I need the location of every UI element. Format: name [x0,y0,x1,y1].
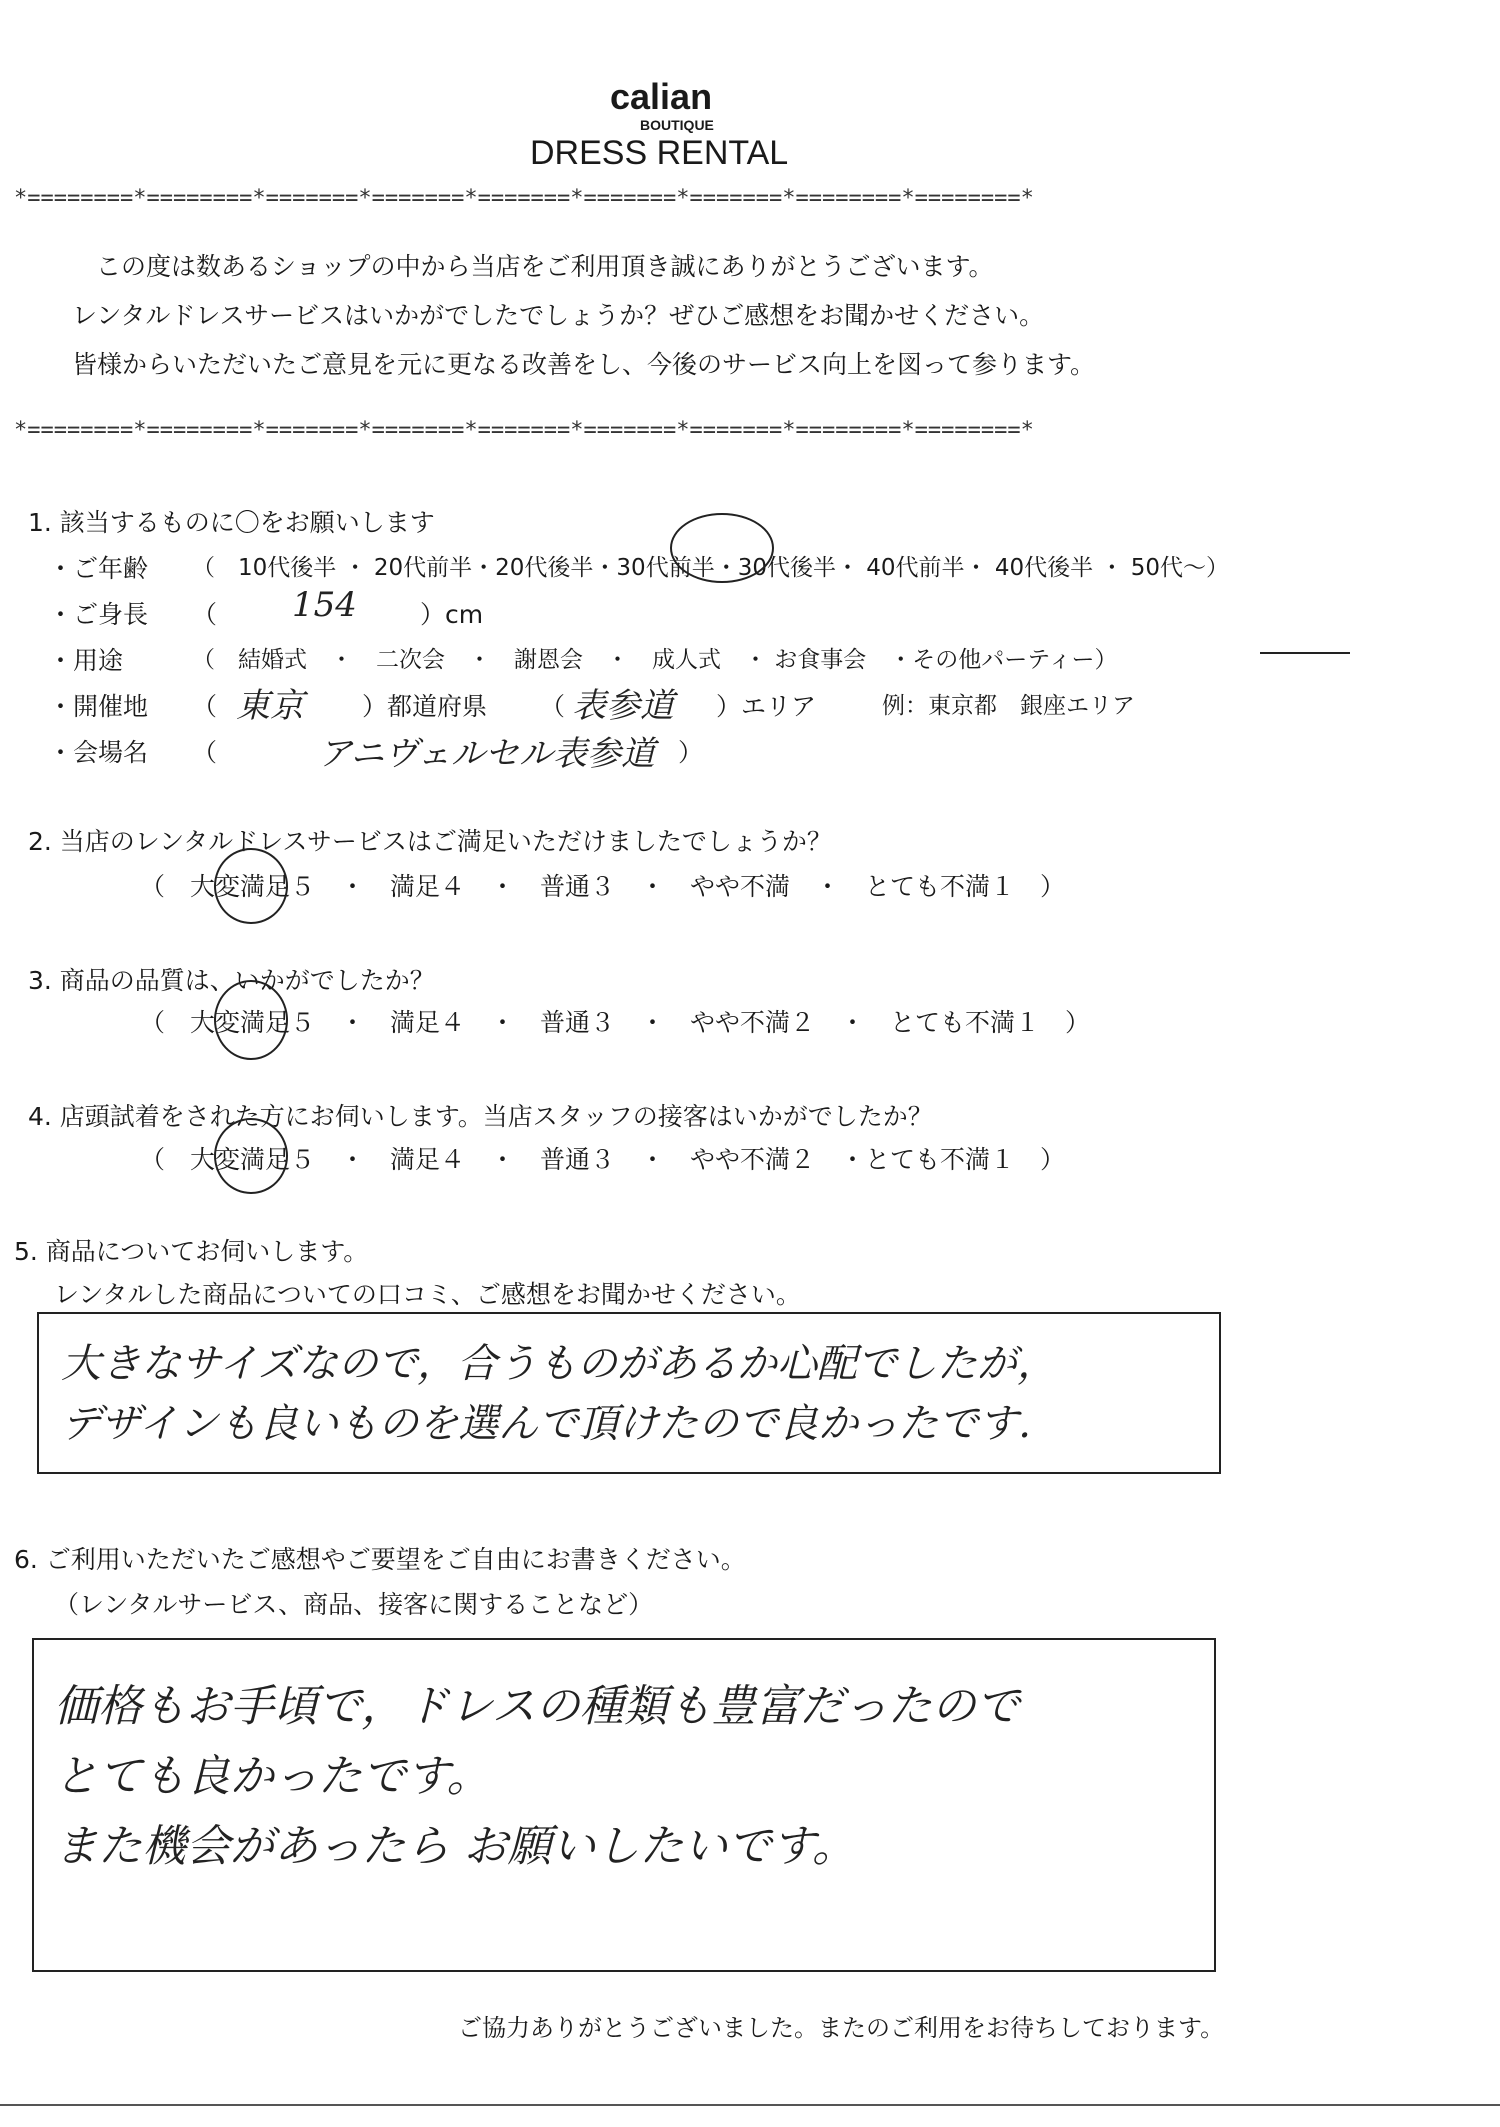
venue-pref-open: （ [192,692,218,721]
q3-title: 3. 商品の品質は、いかがでしたか？ [28,966,435,995]
q6-subtitle: （レンタルサービス、商品、接客に関することなど） [54,1590,654,1619]
q4-options: （ 大変満足５ ・ 満足４ ・ 普通３ ・ やや不満２ ・とても不満１ ） [140,1145,1066,1174]
height-open: （ [192,600,218,629]
intro-line-1: この度は数あるショップの中から当店をご利用頂き誠にありがとうございます。 [96,252,994,281]
q5-title: 5. 商品についてお伺いします。 [14,1237,369,1266]
q5-answer-line-1: 大きなサイズなので，合うものがあるか心配でしたが， [61,1341,1057,1387]
q4-title: 4. 店頭試着をされた方にお伺いします。当店スタッフの接客はいかがでしたか？ [28,1102,933,1131]
q6-answer-line-2: とても良かったです。 [54,1751,491,1802]
age-label: ・ご年齢 [48,554,149,583]
q2-title: 2. 当店のレンタルドレスサービスはご満足いただけましたでしょうか？ [28,827,832,856]
venue-label: ・開催地 [48,692,149,721]
page-title: DRESS RENTAL [530,134,789,172]
q6-answer-line-3: また機会があったら お願いしたいです。 [54,1821,857,1872]
bottom-rule [0,2104,1500,2106]
place-value: アニヴェルセル表参道 [318,734,655,774]
intro-line-2: レンタルドレスサービスはいかがでしたでしょうか？ぜひご感想をお聞かせください。 [72,301,1045,330]
venue-example: 例：東京都 銀座エリア [882,693,1135,719]
q2-options: （ 大変満足５ ・ 満足４ ・ 普通３ ・ やや不満 ・ とても不満１ ） [140,872,1066,901]
height-close: ）cm [420,600,484,629]
q6-answer-line-1: 価格もお手頃で，ドレスの種類も豊富だったので [54,1681,1020,1732]
q2-selection-circle [214,848,288,924]
venue-pref-suffix: ）都道府県 [362,692,488,721]
age-selection-circle [670,513,774,583]
q5-answer-line-2: デザインも良いものを選んで頂けたので良かったです. [61,1401,1031,1447]
q3-options: （ 大変満足５ ・ 満足４ ・ 普通３ ・ やや不満２ ・ とても不満１ ） [140,1008,1091,1037]
place-label: ・会場名 [48,738,149,767]
venue-area-suffix: ）エリア [716,692,817,721]
intro-line-3: 皆様からいただいたご意見を元に更なる改善をし、今後のサービス向上を図って参ります。 [72,350,1096,379]
use-options: （ 結婚式 ・ 二次会 ・ 謝恩会 ・ 成人式 ・ お食事会 ・その他パーティー） [192,647,1118,673]
separator-top: *========*========*=======*=======*=======*=======*=======*========*========* [14,186,1034,211]
q6-answer-box [32,1638,1216,1972]
brand-logo: calian [610,76,713,117]
q5-answer-box [37,1312,1221,1474]
separator-bottom: *========*========*=======*=======*=======*=======*=======*========*========* [14,418,1034,443]
age-options: （ 10代後半 ・ 20代前半・20代後半・30代前半・30代後半・ 40代前半・ 40代後半 ・ 50代～） [192,555,1229,581]
q3-selection-circle [214,980,288,1060]
height-value: 154 [292,585,357,625]
place-open: （ [192,738,218,767]
q6-title: 6. ご利用いただいたご感想やご要望をご自由にお書きください。 [14,1545,746,1574]
venue-area-open: （ [540,692,566,721]
use-label: ・用途 [48,646,124,675]
brand-sub: BOUTIQUE [640,117,714,133]
q5-subtitle: レンタルした商品についての口コミ、ご感想をお聞かせください。 [54,1280,801,1309]
place-close: ） [678,738,704,767]
use-trailing-line [1260,652,1350,654]
venue-pref-value: 東京 [236,686,304,726]
height-label: ・ご身長 [48,600,149,629]
footer-thanks: ご協力ありがとうございました。またのご利用をお待ちしております。 [458,2014,1225,2042]
q4-selection-circle [214,1118,288,1194]
venue-area-value: 表参道 [572,686,674,726]
q1-title: 1. 該当するものに〇をお願いします [28,508,435,537]
